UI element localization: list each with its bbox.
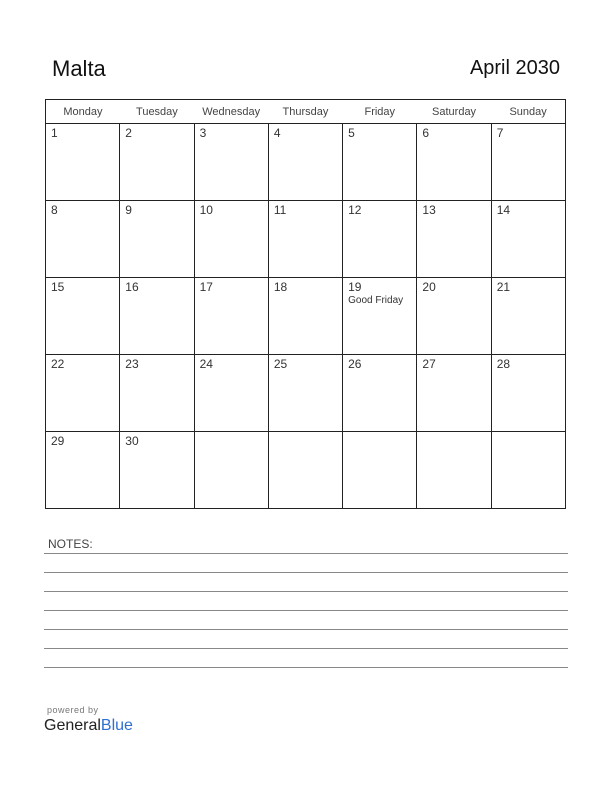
day-number: 22 xyxy=(51,357,65,371)
day-number: 18 xyxy=(273,280,288,294)
day-number: 10 xyxy=(199,203,213,217)
day-cell xyxy=(194,432,268,509)
day-cell xyxy=(417,432,491,509)
holiday-label: Good Friday xyxy=(348,295,404,306)
day-cell xyxy=(491,432,565,509)
day-number: 6 xyxy=(422,126,430,140)
day-cell xyxy=(194,201,268,278)
day-number: 13 xyxy=(422,203,436,217)
day-cell xyxy=(120,355,194,432)
day-cell xyxy=(343,432,417,509)
day-number: 29 xyxy=(51,434,65,448)
day-cell xyxy=(46,432,120,509)
day-number: 5 xyxy=(348,126,355,140)
day-cell xyxy=(343,124,417,201)
note-line xyxy=(44,572,568,573)
day-cell xyxy=(46,278,120,355)
brand-logo xyxy=(44,705,133,735)
day-cell xyxy=(46,355,120,432)
day-cell xyxy=(120,124,194,201)
day-cell xyxy=(120,432,194,509)
day-cell xyxy=(417,201,491,278)
day-number: 3 xyxy=(199,126,207,140)
country-title: Malta xyxy=(52,56,106,81)
day-cell xyxy=(268,278,342,355)
week-row xyxy=(46,355,566,432)
day-number: 15 xyxy=(51,280,65,294)
day-number: 12 xyxy=(348,203,362,217)
day-cell xyxy=(194,355,268,432)
weekday-header-row xyxy=(46,100,566,124)
day-cell xyxy=(491,201,565,278)
day-number: 23 xyxy=(125,357,139,371)
weekday-header: Saturday xyxy=(417,100,491,124)
brand-name-part2: Blue xyxy=(100,717,133,734)
note-line xyxy=(44,553,568,554)
weekday-header: Monday xyxy=(46,100,120,124)
day-cell xyxy=(417,355,491,432)
week-row xyxy=(46,432,566,509)
day-cell xyxy=(120,201,194,278)
day-number: 1 xyxy=(51,126,58,140)
day-number: 8 xyxy=(51,203,58,217)
powered-by-label: powered by xyxy=(47,705,99,715)
day-cell xyxy=(46,124,120,201)
day-cell xyxy=(417,278,491,355)
day-number: 24 xyxy=(199,357,213,371)
day-cell xyxy=(268,432,342,509)
month-title: April 2030 xyxy=(469,57,560,79)
note-line xyxy=(44,610,568,611)
day-cell xyxy=(491,124,565,201)
note-line xyxy=(44,629,568,630)
notes-label: NOTES: xyxy=(48,537,93,551)
day-number: 27 xyxy=(422,357,436,371)
note-line xyxy=(44,648,568,649)
weekday-header: Thursday xyxy=(268,100,342,124)
week-row xyxy=(46,278,566,355)
day-cell xyxy=(194,278,268,355)
brand-name-part1: General xyxy=(44,717,101,734)
day-cell xyxy=(46,201,120,278)
day-number: 11 xyxy=(273,203,287,217)
day-cell xyxy=(343,278,417,355)
day-cell xyxy=(194,124,268,201)
day-number: 2 xyxy=(125,126,132,140)
day-cell xyxy=(343,201,417,278)
day-cell xyxy=(268,355,342,432)
day-number: 4 xyxy=(273,126,281,140)
calendar-grid xyxy=(45,99,566,509)
day-number: 9 xyxy=(125,203,132,217)
note-line xyxy=(44,667,568,668)
brand-name xyxy=(44,717,133,735)
day-number: 17 xyxy=(199,280,213,294)
note-line xyxy=(44,591,568,592)
day-number: 28 xyxy=(496,357,511,371)
day-number: 30 xyxy=(125,434,139,448)
day-number: 16 xyxy=(125,280,139,294)
notes-lines xyxy=(44,553,568,686)
day-cell xyxy=(417,124,491,201)
day-number: 21 xyxy=(496,280,511,294)
day-cell xyxy=(268,124,342,201)
weekday-header: Sunday xyxy=(491,100,565,124)
day-number: 25 xyxy=(273,357,288,371)
week-row xyxy=(46,124,566,201)
day-number: 14 xyxy=(496,203,511,217)
weekday-header: Friday xyxy=(343,100,417,124)
day-cell xyxy=(343,355,417,432)
day-number: 20 xyxy=(422,280,436,294)
day-cell xyxy=(268,201,342,278)
day-cell xyxy=(491,278,565,355)
day-number: 19 xyxy=(348,280,362,294)
day-number: 7 xyxy=(496,126,504,140)
weekday-header: Tuesday xyxy=(120,100,194,124)
week-row xyxy=(46,201,566,278)
day-cell xyxy=(120,278,194,355)
day-cell xyxy=(491,355,565,432)
day-number: 26 xyxy=(348,357,362,371)
weekday-header: Wednesday xyxy=(194,100,268,124)
